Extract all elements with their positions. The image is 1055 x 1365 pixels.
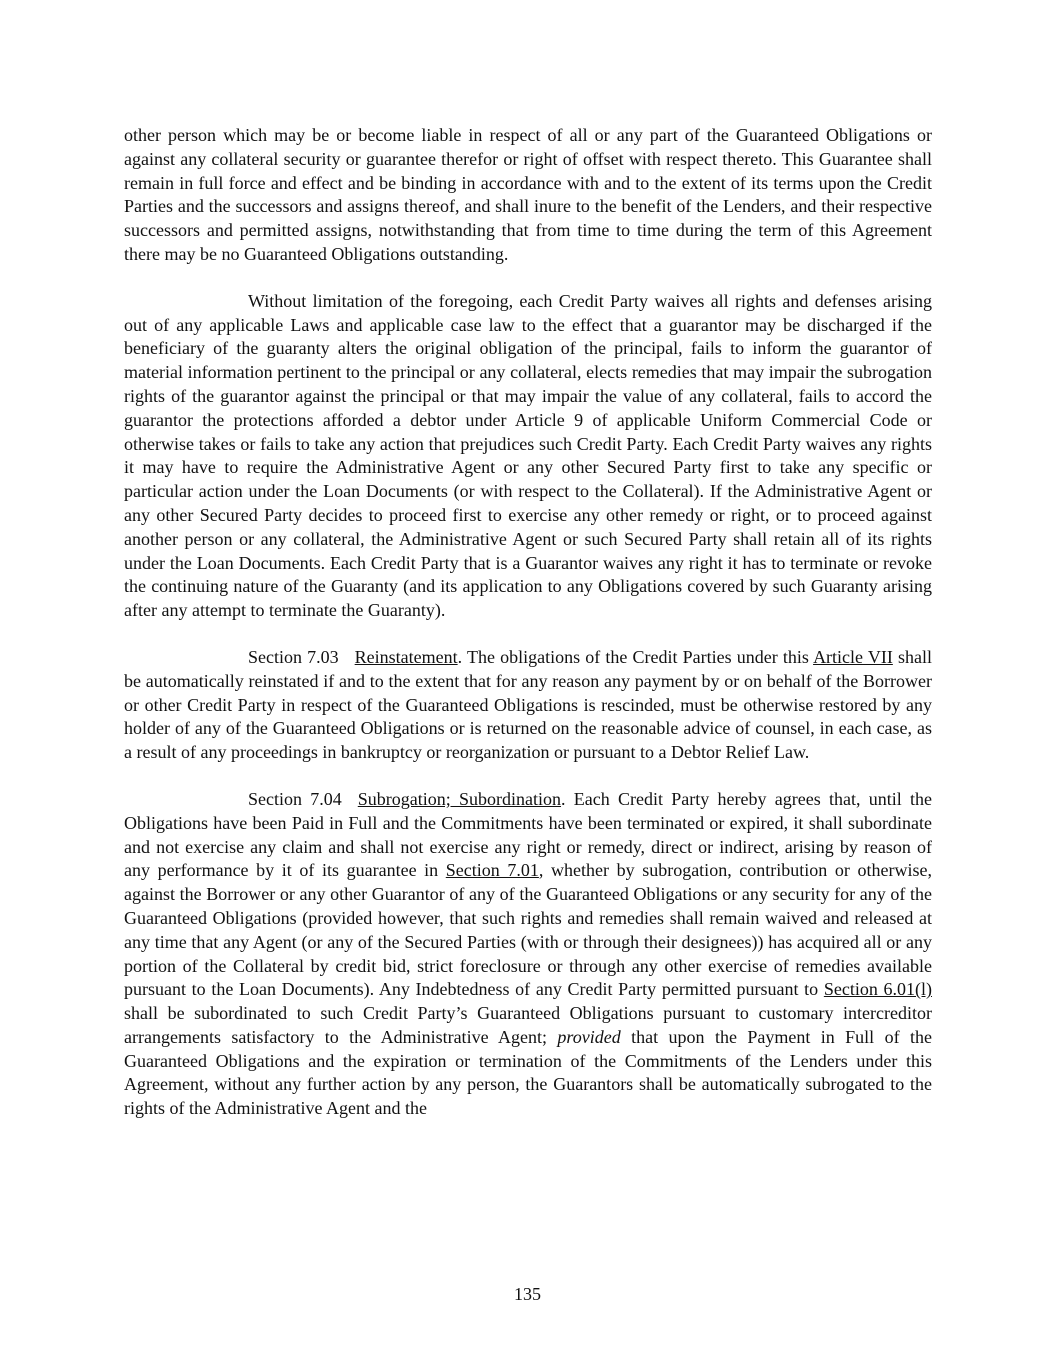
section-7-04-heading-period: . bbox=[561, 788, 566, 809]
page-number: 135 bbox=[514, 1284, 541, 1304]
section-7-04-text-2: , whether by subrogation, contribution or otherwise, against the Borrower or any other Guarantor of any of the Guaranteed Obligations or any security for any of the Guaranteed Obligations (provided however, that such rights and remedies shall remain waived and released at any time that any Agent (or any of the Secured Parties (with or through their designees)) has acquired all or any portion of the Collateral by credit bid, strict foreclosure or through any other exercise of remedies available pursuant to the Loan Documents). Any Indebtedness of any Credit Party permitted pursuant to bbox=[124, 860, 932, 1000]
section-7-03-heading-period: . bbox=[457, 646, 463, 667]
section-7-04 bbox=[124, 788, 932, 1121]
section-7-01-reference: Section 7.01 bbox=[445, 860, 539, 881]
document-page bbox=[124, 124, 932, 1144]
provided-italic: provided bbox=[557, 1026, 621, 1047]
section-7-03-heading: Reinstatement bbox=[354, 646, 458, 667]
paragraph-waiver-text: Without limitation of the foregoing, each Credit Party waives all rights and defenses arising out of any applicable Laws and applicable case law to the effect that a guarantor may be discharged if the beneficiary of the guaranty alters the original obligation of the principal, fails to inform the guarantor of material information pertinent to the principal or any collateral, elects remedies that may impair the subrogation rights of the guarantor against the principal or that may impair the value of any collateral, fails to accord the guarantor the protections afforded a debtor under Article 9 of applicable Uniform Commercial Code or otherwise takes or fails to take any action that prejudices such Credit Party. Each Credit Party waives any rights it may have to require the Administrative Agent or any other Secured Party first to take any specific or particular action under the Loan Documents (or with respect to the Collateral). If the Administrative Agent or any other Secured Party decides to proceed first to exercise any other remedy or right, or to proceed against another person or any collateral, the Administrative Agent or such Secured Party shall retain all of its rights under the Loan Documents. Each Credit Party that is a Guarantor waives any right it has to terminate or revoke the continuing nature of the Guaranty (and its application to any Obligations covered by such Guaranty arising after any attempt to terminate the Guaranty). bbox=[124, 290, 932, 621]
article-vii-reference: Article VII bbox=[813, 646, 893, 667]
section-7-04-heading: Subrogation; Subordination bbox=[357, 788, 562, 809]
paragraph-continuation bbox=[124, 124, 932, 267]
section-6-01-l-reference: Section 6.01(l) bbox=[823, 979, 933, 1000]
paragraph-waiver-of-defenses bbox=[124, 290, 932, 623]
section-7-04-number: Section 7.04 bbox=[248, 788, 342, 809]
section-7-04-text-4: that upon the Payment in Full of the Guaranteed Obligations and the expiration or termination of the Commitments of the Lenders under this Agreement, without any further action by any person, the Guarantors shall be automatically subrogated to the rights of the Administrative Agent and the bbox=[124, 1026, 932, 1119]
section-7-03-text-2: shall be automatically reinstated if and to the extent that for any reason any payment by or on behalf of the Borrower or other Credit Party in respect of the Guaranteed Obligations is rescinded, must be otherwise restored by any holder of any of the Guaranteed Obligations or is returned on the reasonable advice of counsel, in each case, as a result of any proceedings in bankruptcy or reorganization or pursuant to a Debtor Relief Law. bbox=[124, 646, 933, 763]
section-7-03-number: Section 7.03 bbox=[248, 646, 339, 667]
section-7-03-text-1: The obligations of the Credit Parties under this bbox=[462, 646, 814, 667]
section-7-03 bbox=[124, 646, 932, 765]
section-7-04-text-1: Each Credit Party hereby agrees that, until the Obligations have been Paid in Full and the Commitments have been terminated or expired, it shall subordinate and not exercise any claim and shall not exercise any right or remedy, direct or indirect, arising by reason of any performance by it of its guarantee in bbox=[124, 788, 933, 881]
paragraph-continuation-text: other person which may be or become liable in respect of all or any part of the Guaranteed Obligations or against any collateral security or guarantee therefor or right of offset with respect thereto. This Guarantee shall remain in full force and effect and be binding in accordance with and to the extent of its terms upon the Credit Parties and the successors and assigns thereof, and shall inure to the benefit of the Lenders, and their respective successors and permitted assigns, notwithstanding that from time to time during the term of this Agreement there may be no Guaranteed Obligations outstanding. bbox=[124, 125, 932, 264]
section-7-04-text-3: shall be subordinated to such Credit Party’s Guaranteed Obligations pursuant to customary intercreditor arrangements satisfactory to the Administrative Agent; bbox=[124, 1003, 932, 1047]
